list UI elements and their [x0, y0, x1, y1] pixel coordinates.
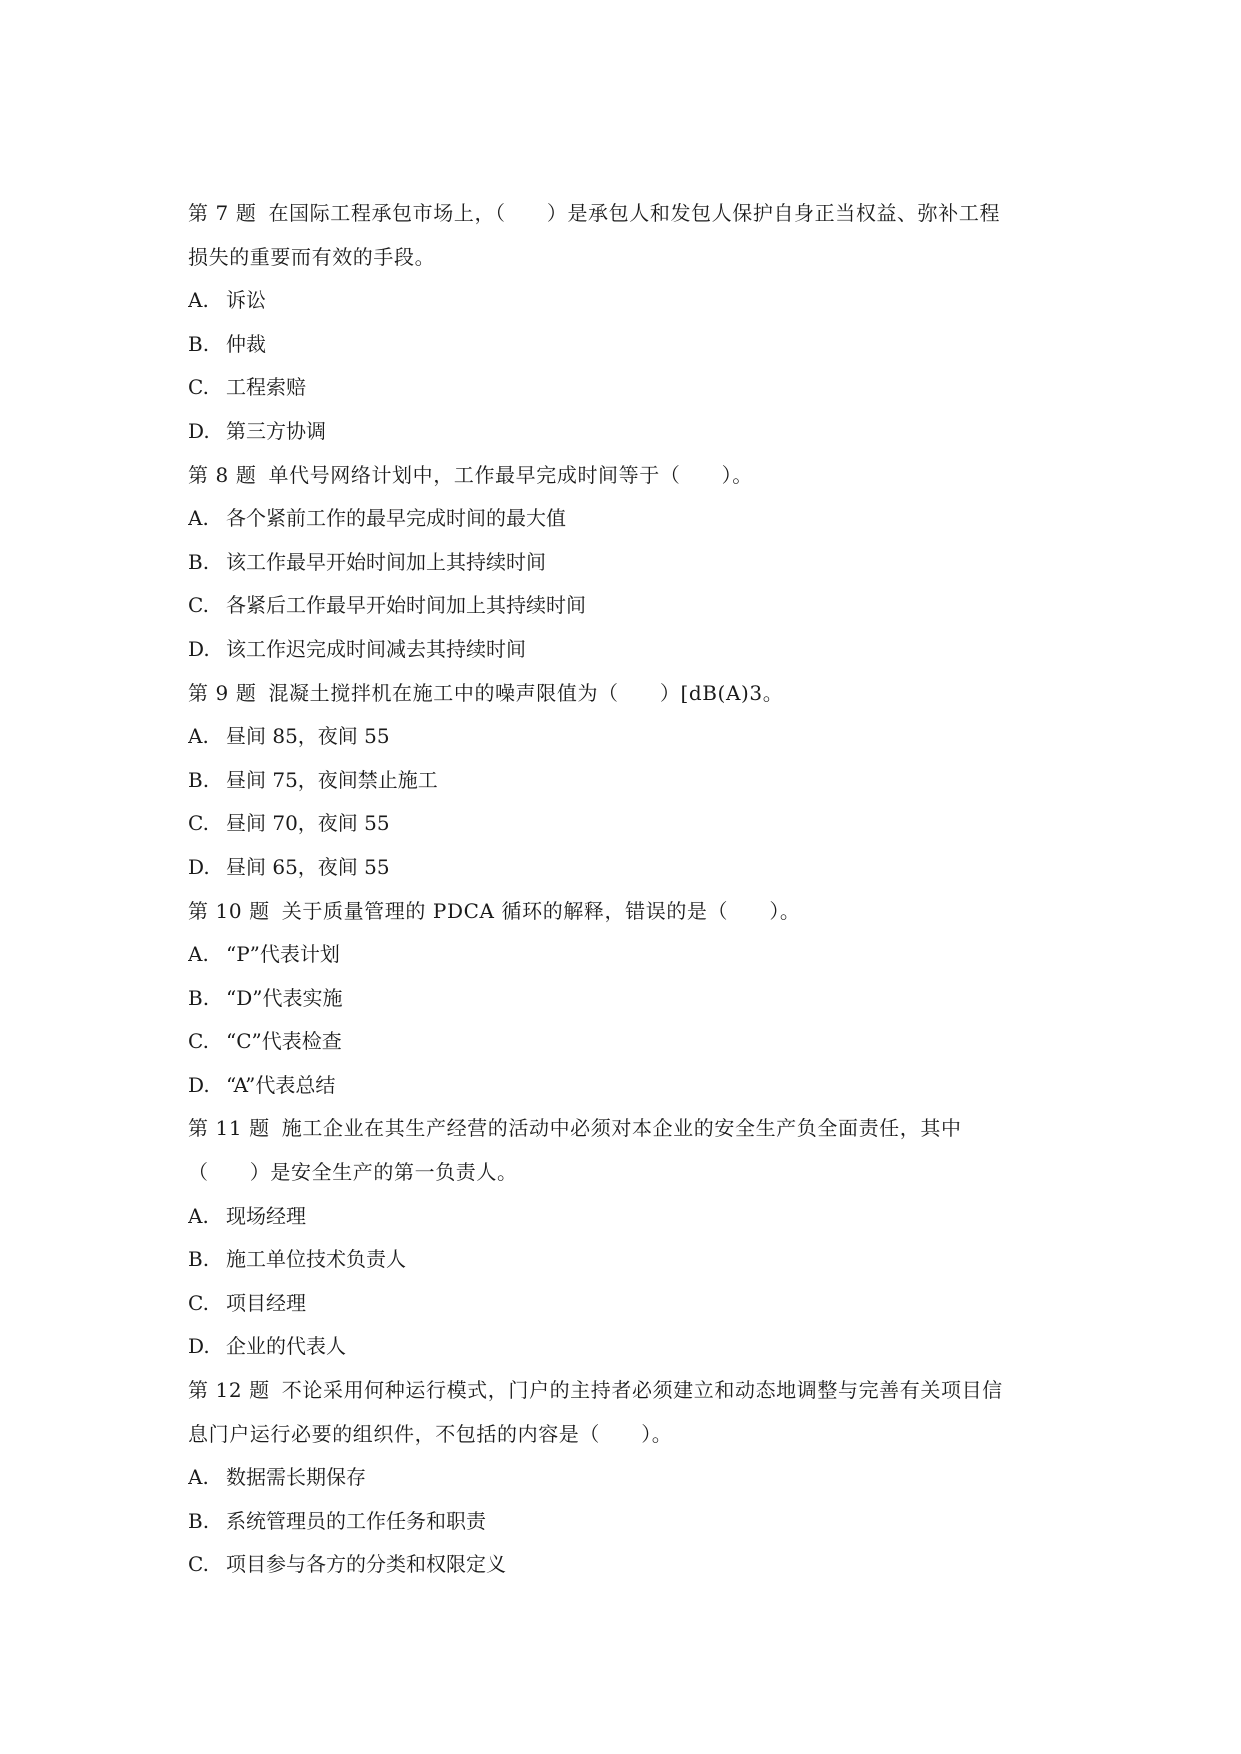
answer-option — [188, 1195, 1058, 1239]
option-letter: B. — [188, 331, 210, 356]
question-text: 混凝土搅拌机在施工中的噪声限值为（ ）[dB(A)3。 — [268, 680, 784, 705]
question-number: 第 10 题 — [188, 898, 270, 923]
option-letter: C. — [188, 1029, 209, 1054]
question-text: 在国际工程承包市场上，（ ）是承包人和发包人保护自身正当权益、弥补工程 — [268, 201, 1001, 225]
question-title-continued — [188, 1151, 1058, 1195]
option-letter: C. — [188, 593, 209, 618]
question-text: （ ）是安全生产的第一负责人。 — [188, 1160, 518, 1185]
option-letter: B. — [188, 1247, 210, 1272]
option-text: 仲裁 — [226, 331, 266, 356]
option-text: 昼间 85，夜间 55 — [226, 724, 390, 749]
option-letter: B. — [188, 767, 210, 792]
answer-option — [188, 1238, 1058, 1282]
option-letter: B. — [188, 1508, 210, 1533]
question-number: 第 11 题 — [188, 1116, 270, 1141]
answer-option — [188, 541, 1058, 585]
question-block — [188, 1369, 1058, 1587]
answer-option — [188, 977, 1058, 1021]
answer-option — [188, 584, 1058, 628]
option-text: 工程索赔 — [226, 375, 306, 400]
option-text: 诉讼 — [226, 288, 266, 313]
question-title — [188, 1369, 1058, 1413]
option-letter: D. — [188, 854, 210, 879]
question-text: 单代号网络计划中，工作最早完成时间等于（ ）。 — [268, 462, 753, 487]
answer-option — [188, 715, 1058, 759]
option-text: 该工作最早开始时间加上其持续时间 — [226, 549, 546, 574]
option-text: 数据需长期保存 — [226, 1465, 366, 1490]
option-text: 各紧后工作最早开始时间加上其持续时间 — [226, 593, 586, 618]
answer-option — [188, 1064, 1058, 1108]
option-text: 项目经理 — [226, 1290, 306, 1315]
option-letter: D. — [188, 1072, 210, 1097]
question-title — [188, 1107, 1058, 1151]
option-text: “P”代表计划 — [226, 942, 340, 967]
answer-option — [188, 933, 1058, 977]
question-block — [188, 1107, 1058, 1369]
answer-option — [188, 1325, 1058, 1369]
option-letter: A. — [188, 1465, 209, 1490]
option-text: 施工单位技术负责人 — [226, 1247, 406, 1272]
option-text: 该工作迟完成时间减去其持续时间 — [226, 636, 526, 661]
answer-option — [188, 1500, 1058, 1544]
option-letter: A. — [188, 506, 209, 531]
answer-option — [188, 802, 1058, 846]
option-letter: C. — [188, 375, 209, 400]
question-text: 息门户运行必要的组织件，不包括的内容是（ ）。 — [188, 1421, 673, 1446]
answer-option — [188, 410, 1058, 454]
option-text: 第三方协调 — [226, 418, 326, 443]
option-text: 项目参与各方的分类和权限定义 — [226, 1552, 506, 1577]
option-text: 昼间 75，夜间禁止施工 — [226, 767, 438, 792]
option-text: “A”代表总结 — [226, 1072, 336, 1097]
question-title — [188, 454, 1058, 498]
option-text: 昼间 65，夜间 55 — [226, 854, 390, 879]
option-text: 系统管理员的工作任务和职责 — [226, 1508, 486, 1533]
question-block — [188, 192, 1058, 454]
option-text: 昼间 70，夜间 55 — [226, 811, 390, 836]
question-text: 不论采用何种运行模式，门户的主持者必须建立和动态地调整与完善有关项目信 — [281, 1378, 1003, 1403]
question-number: 第 8 题 — [188, 462, 257, 487]
question-block — [188, 672, 1058, 890]
question-text: 施工企业在其生产经营的活动中必须对本企业的安全生产负全面责任，其中 — [281, 1116, 962, 1141]
answer-option — [188, 366, 1058, 410]
question-number: 第 7 题 — [188, 201, 257, 225]
question-title-continued — [188, 236, 1058, 280]
answer-option — [188, 1456, 1058, 1500]
option-letter: C. — [188, 1552, 209, 1577]
answer-option — [188, 323, 1058, 367]
option-letter: A. — [188, 288, 209, 313]
answer-option — [188, 759, 1058, 803]
option-text: 现场经理 — [226, 1203, 306, 1228]
option-letter: A. — [188, 1203, 209, 1228]
question-text: 关于质量管理的 PDCA 循环的解释，错误的是（ ）。 — [281, 898, 801, 923]
answer-option — [188, 497, 1058, 541]
option-letter: B. — [188, 985, 210, 1010]
question-title-continued — [188, 1413, 1058, 1457]
question-title — [188, 672, 1058, 716]
option-letter: A. — [188, 942, 209, 967]
question-block — [188, 890, 1058, 1108]
question-title — [188, 890, 1058, 934]
option-letter: D. — [188, 1334, 210, 1359]
option-text: 企业的代表人 — [226, 1334, 346, 1359]
answer-option — [188, 279, 1058, 323]
answer-option — [188, 1020, 1058, 1064]
option-text: “C”代表检查 — [226, 1029, 342, 1054]
answer-option — [188, 1282, 1058, 1326]
answer-option — [188, 1543, 1058, 1587]
option-letter: B. — [188, 549, 210, 574]
option-letter: C. — [188, 811, 209, 836]
answer-option — [188, 846, 1058, 890]
question-text: 损失的重要而有效的手段。 — [188, 244, 436, 269]
answer-option — [188, 628, 1058, 672]
option-text: 各个紧前工作的最早完成时间的最大值 — [226, 506, 566, 531]
option-letter: D. — [188, 636, 210, 661]
option-letter: D. — [188, 418, 210, 443]
question-list — [188, 192, 1058, 1587]
question-block — [188, 454, 1058, 672]
option-text: “D”代表实施 — [226, 985, 343, 1010]
option-letter: A. — [188, 724, 209, 749]
question-number: 第 9 题 — [188, 680, 257, 705]
option-letter: C. — [188, 1290, 209, 1315]
question-number: 第 12 题 — [188, 1378, 270, 1403]
question-title — [188, 192, 1058, 236]
